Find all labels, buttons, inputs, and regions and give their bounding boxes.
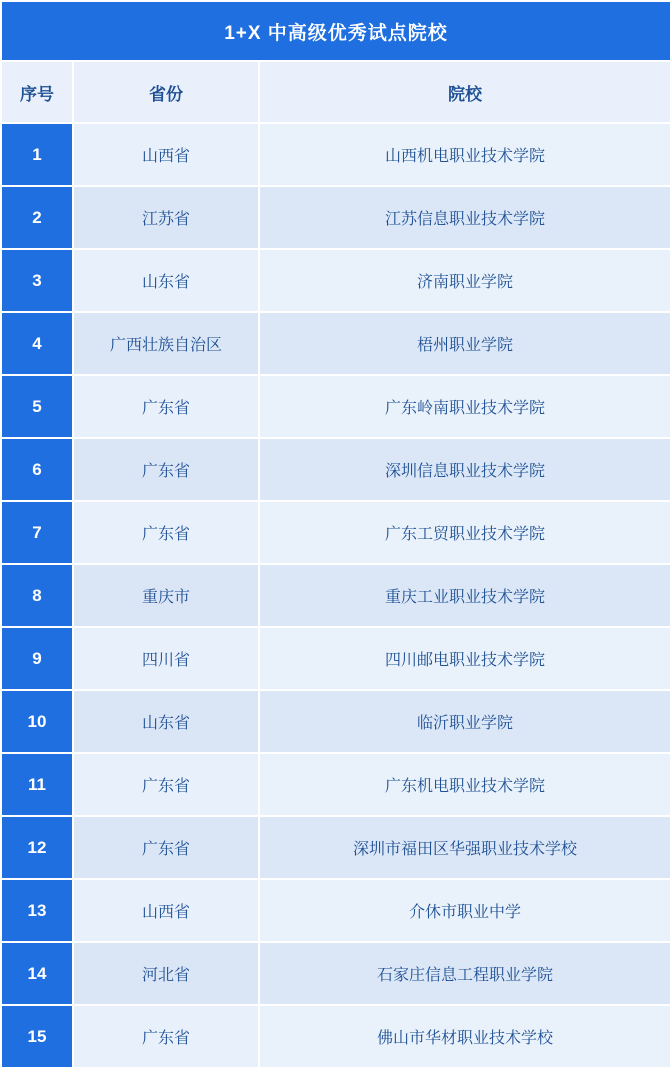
cell-school: 深圳信息职业技术学院 xyxy=(259,438,670,501)
cell-school: 石家庄信息工程职业学院 xyxy=(259,942,670,1005)
cell-province: 广东省 xyxy=(73,375,259,438)
table-header xyxy=(1,1,670,123)
cell-school: 济南职业学院 xyxy=(259,249,670,312)
cell-province: 山东省 xyxy=(73,249,259,312)
cell-index: 9 xyxy=(1,627,73,690)
column-header-index: 序号 xyxy=(1,61,73,123)
table-row xyxy=(1,753,670,816)
table-row xyxy=(1,375,670,438)
cell-province: 广东省 xyxy=(73,753,259,816)
cell-index: 8 xyxy=(1,564,73,627)
cell-province: 重庆市 xyxy=(73,564,259,627)
column-header-school: 院校 xyxy=(259,61,670,123)
cell-province: 广东省 xyxy=(73,1005,259,1068)
bottom-spacer xyxy=(0,1069,670,1075)
cell-school: 重庆工业职业技术学院 xyxy=(259,564,670,627)
table-row xyxy=(1,627,670,690)
cell-index: 10 xyxy=(1,690,73,753)
cell-index: 3 xyxy=(1,249,73,312)
cell-school: 临沂职业学院 xyxy=(259,690,670,753)
table-row xyxy=(1,186,670,249)
cell-province: 广东省 xyxy=(73,438,259,501)
column-header-province: 省份 xyxy=(73,61,259,123)
cell-school: 广东机电职业技术学院 xyxy=(259,753,670,816)
cell-school: 广东岭南职业技术学院 xyxy=(259,375,670,438)
cell-index: 7 xyxy=(1,501,73,564)
cell-school: 介休市职业中学 xyxy=(259,879,670,942)
table-row xyxy=(1,312,670,375)
cell-province: 广西壮族自治区 xyxy=(73,312,259,375)
cell-province: 四川省 xyxy=(73,627,259,690)
cell-school: 深圳市福田区华强职业技术学校 xyxy=(259,816,670,879)
cell-province: 山西省 xyxy=(73,123,259,186)
table-row xyxy=(1,690,670,753)
table-row xyxy=(1,438,670,501)
cell-province: 广东省 xyxy=(73,501,259,564)
cell-school: 佛山市华材职业技术学校 xyxy=(259,1005,670,1068)
column-header-row xyxy=(1,61,670,123)
cell-province: 山东省 xyxy=(73,690,259,753)
table-row xyxy=(1,501,670,564)
table-row xyxy=(1,879,670,942)
table-row xyxy=(1,942,670,1005)
cell-province: 河北省 xyxy=(73,942,259,1005)
table-row xyxy=(1,1005,670,1068)
table-row xyxy=(1,564,670,627)
cell-index: 6 xyxy=(1,438,73,501)
cell-index: 14 xyxy=(1,942,73,1005)
cell-province: 江苏省 xyxy=(73,186,259,249)
cell-school: 广东工贸职业技术学院 xyxy=(259,501,670,564)
cell-index: 15 xyxy=(1,1005,73,1068)
cell-school: 江苏信息职业技术学院 xyxy=(259,186,670,249)
cell-province: 广东省 xyxy=(73,816,259,879)
cell-index: 1 xyxy=(1,123,73,186)
cell-index: 12 xyxy=(1,816,73,879)
cell-province: 山西省 xyxy=(73,879,259,942)
cell-school: 梧州职业学院 xyxy=(259,312,670,375)
cell-school: 四川邮电职业技术学院 xyxy=(259,627,670,690)
cell-index: 11 xyxy=(1,753,73,816)
cell-index: 2 xyxy=(1,186,73,249)
page-title: 1+X 中高级优秀试点院校 xyxy=(1,1,670,61)
table-body xyxy=(1,123,670,1068)
cell-index: 13 xyxy=(1,879,73,942)
cell-index: 5 xyxy=(1,375,73,438)
table-row xyxy=(1,816,670,879)
title-row xyxy=(1,1,670,61)
table-row xyxy=(1,249,670,312)
table-row xyxy=(1,123,670,186)
cell-index: 4 xyxy=(1,312,73,375)
cell-school: 山西机电职业技术学院 xyxy=(259,123,670,186)
